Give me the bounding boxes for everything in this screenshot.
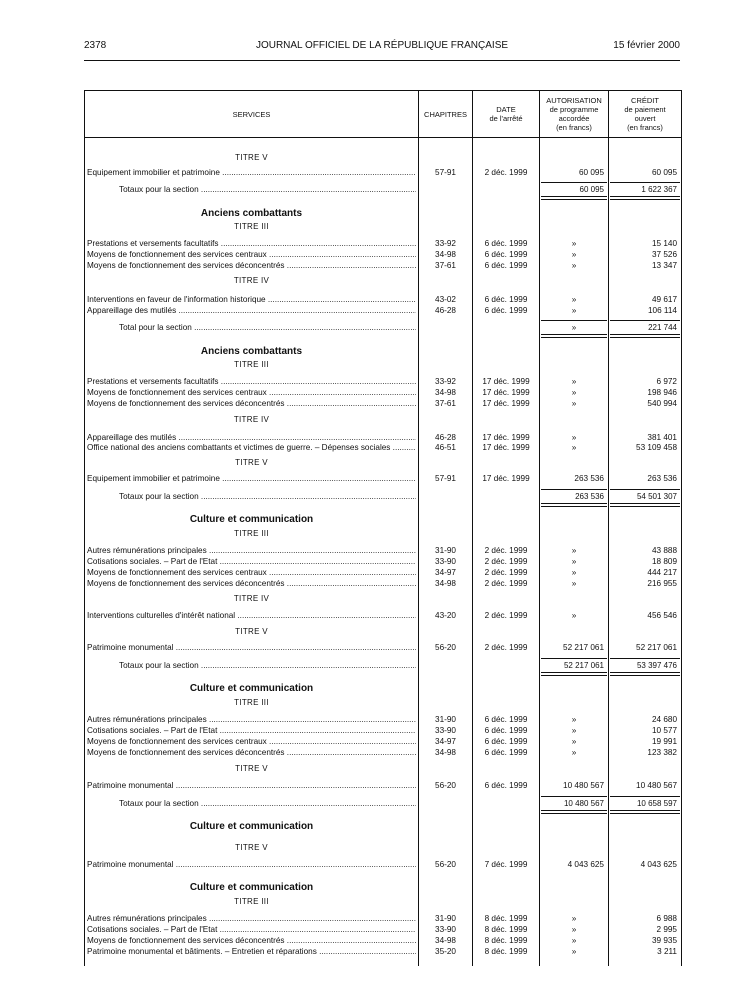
autorisation-cell: » (571, 250, 577, 259)
row-label: Totaux pour la section ..... (119, 660, 416, 671)
chapitre-cell: 46-28 (435, 433, 456, 442)
row-label: Totaux pour la section ..... (119, 491, 416, 502)
table-row (85, 935, 681, 946)
autorisation-cell: 52 217 061 (563, 643, 604, 652)
table-row (85, 249, 681, 260)
column-header-chapitres: CHAPITRES (424, 109, 467, 119)
autorisation-cell: » (571, 377, 577, 386)
credit-cell: 540 994 (647, 399, 677, 408)
chapitre-cell: 34-98 (435, 250, 456, 259)
section-total-row (85, 798, 681, 809)
date-cell: 2 déc. 1999 (484, 643, 528, 652)
autorisation-cell: » (571, 546, 577, 555)
section-title: Anciens combattants (200, 208, 303, 219)
chapitre-cell: 43-20 (435, 611, 456, 620)
credit-cell: 2 995 (656, 925, 677, 934)
autorisation-cell: 52 217 061 (563, 661, 604, 670)
table-row (85, 567, 681, 578)
table-row (85, 473, 681, 484)
row-label: Moyens de fonctionnement des services centraux ..... (87, 249, 416, 260)
date-cell: 6 déc. 1999 (484, 250, 528, 259)
credit-cell: 37 526 (651, 250, 677, 259)
total-double-rule (541, 503, 607, 507)
row-label: Cotisations sociales. – Part de l'Etat ..... (87, 924, 416, 935)
row-label: Appareillage des mutilés ..... (87, 305, 416, 316)
titre-heading: TITRE III (234, 897, 269, 906)
chapitre-cell: 56-20 (435, 643, 456, 652)
autorisation-cell: 4 043 625 (567, 860, 604, 869)
autorisation-cell: » (571, 611, 577, 620)
table-row (85, 714, 681, 725)
column-divider (608, 91, 609, 966)
credit-cell: 24 680 (651, 715, 677, 724)
titre-heading: TITRE III (234, 529, 269, 538)
titre-heading: TITRE III (234, 360, 269, 369)
page-header (84, 40, 680, 54)
date-cell: 6 déc. 1999 (484, 781, 528, 790)
credit-cell: 456 546 (647, 611, 677, 620)
date-cell: 2 déc. 1999 (484, 611, 528, 620)
table-row (85, 167, 681, 178)
chapitre-cell: 34-98 (435, 579, 456, 588)
table-row (85, 924, 681, 935)
date-cell: 8 déc. 1999 (484, 936, 528, 945)
date-cell: 6 déc. 1999 (484, 261, 528, 270)
table-row (85, 578, 681, 589)
date-cell: 2 déc. 1999 (484, 168, 528, 177)
total-double-rule (610, 334, 680, 338)
row-label: Totaux pour la section ..... (119, 798, 416, 809)
column-header-services: SERVICES (232, 109, 271, 119)
chapitre-cell: 37-61 (435, 261, 456, 270)
autorisation-cell: » (571, 579, 577, 588)
row-label: Interventions culturelles d'intérêt national ..... (87, 610, 416, 621)
column-divider (472, 91, 473, 966)
row-label: Total pour la section ..... (119, 322, 416, 333)
chapitre-cell: 34-97 (435, 568, 456, 577)
credit-cell: 43 888 (651, 546, 677, 555)
autorisation-cell: » (571, 433, 577, 442)
autorisation-cell: » (571, 748, 577, 757)
credit-cell: 39 935 (651, 936, 677, 945)
credit-cell: 106 114 (648, 306, 677, 315)
table-row (85, 398, 681, 409)
section-title: Culture et communication (189, 683, 314, 694)
titre-heading: TITRE V (235, 153, 268, 162)
table-row (85, 387, 681, 398)
date-cell: 6 déc. 1999 (484, 737, 528, 746)
credit-cell: 6 988 (656, 914, 677, 923)
section-title: Culture et communication (189, 821, 314, 832)
total-double-rule (610, 810, 680, 814)
titre-heading: TITRE III (234, 222, 269, 231)
autorisation-cell: 10 480 567 (563, 799, 604, 808)
column-divider (539, 91, 540, 966)
row-label: Equipement immobilier et patrimoine ..... (87, 473, 416, 484)
row-label: Cotisations sociales. – Part de l'Etat ..... (87, 556, 416, 567)
chapitre-cell: 33-92 (435, 377, 456, 386)
credit-cell: 10 658 597 (636, 799, 677, 808)
total-rule (541, 489, 607, 490)
total-rule (541, 658, 607, 659)
chapitre-cell: 46-51 (435, 443, 456, 452)
credit-cell: 3 211 (657, 947, 677, 956)
table-row (85, 747, 681, 758)
row-label: Moyens de fonctionnement des services centraux ..... (87, 387, 416, 398)
credit-cell: 10 577 (651, 726, 677, 735)
table-row (85, 294, 681, 305)
row-label: Totaux pour la section ..... (119, 184, 416, 195)
credit-cell: 54 501 307 (636, 492, 677, 501)
total-double-rule (610, 503, 680, 507)
autorisation-cell: 60 095 (578, 168, 604, 177)
chapitre-cell: 37-61 (435, 399, 456, 408)
table-row (85, 725, 681, 736)
autorisation-cell: » (571, 261, 577, 270)
section-total-row (85, 322, 681, 333)
chapitre-cell: 31-90 (435, 914, 456, 923)
chapitre-cell: 57-91 (435, 168, 456, 177)
titre-heading: TITRE V (235, 458, 268, 467)
table-row (85, 556, 681, 567)
autorisation-cell: » (571, 388, 577, 397)
date-cell: 6 déc. 1999 (484, 748, 528, 757)
column-header-autorisation: AUTORISATION de programme accordée (en francs) (546, 96, 602, 132)
table-row (85, 946, 681, 957)
credit-cell: 60 095 (651, 168, 677, 177)
total-rule (541, 182, 607, 183)
row-label: Appareillage des mutilés ..... (87, 432, 416, 443)
date-cell: 7 déc. 1999 (484, 860, 528, 869)
section-total-row (85, 184, 681, 195)
autorisation-cell: » (571, 947, 577, 956)
chapitre-cell: 33-90 (435, 557, 456, 566)
chapitre-cell: 33-90 (435, 925, 456, 934)
date-cell: 2 déc. 1999 (484, 557, 528, 566)
credit-cell: 10 480 567 (636, 781, 677, 790)
credit-cell: 49 617 (651, 295, 677, 304)
table-row (85, 913, 681, 924)
total-double-rule (541, 672, 607, 676)
credit-cell: 15 140 (651, 239, 677, 248)
chapitre-cell: 34-98 (435, 388, 456, 397)
autorisation-cell: » (571, 399, 577, 408)
autorisation-cell: 60 095 (579, 185, 604, 194)
row-label: Equipement immobilier et patrimoine ..... (87, 167, 416, 178)
total-double-rule (541, 334, 607, 338)
autorisation-cell: » (571, 936, 577, 945)
total-double-rule (610, 196, 680, 200)
row-label: Patrimoine monumental et bâtiments. – Entretien et réparations ..... (87, 946, 416, 957)
row-label: Moyens de fonctionnement des services déconcentrés ..... (87, 747, 416, 758)
credit-cell: 53 397 476 (636, 661, 677, 670)
credit-cell: 381 401 (647, 433, 677, 442)
row-label: Moyens de fonctionnement des services déconcentrés ..... (87, 398, 416, 409)
credit-cell: 444 217 (647, 568, 677, 577)
publication-date: 15 février 2000 (613, 40, 680, 51)
chapitre-cell: 31-90 (435, 715, 456, 724)
column-header-date: DATE de l'arrêté (489, 105, 523, 123)
row-label: Moyens de fonctionnement des services déconcentrés ..... (87, 578, 416, 589)
autorisation-cell: » (571, 568, 577, 577)
credit-cell: 19 991 (651, 737, 677, 746)
titre-heading: TITRE IV (233, 276, 270, 285)
total-rule (610, 796, 680, 797)
chapitre-cell: 34-98 (435, 936, 456, 945)
chapitre-cell: 34-98 (435, 748, 456, 757)
chapitre-cell: 46-28 (435, 306, 456, 315)
titre-heading: TITRE V (235, 764, 268, 773)
credit-cell: 4 043 625 (640, 860, 677, 869)
chapitre-cell: 35-20 (435, 947, 456, 956)
total-rule (610, 182, 680, 183)
date-cell: 6 déc. 1999 (484, 715, 528, 724)
date-cell: 6 déc. 1999 (484, 306, 528, 315)
table-row (85, 442, 681, 453)
total-rule (541, 320, 607, 321)
section-title: Anciens combattants (200, 346, 303, 357)
date-cell: 8 déc. 1999 (484, 914, 528, 923)
titre-heading: TITRE V (235, 843, 268, 852)
date-cell: 8 déc. 1999 (484, 947, 528, 956)
chapitre-cell: 56-20 (435, 781, 456, 790)
section-total-row (85, 660, 681, 671)
credit-cell: 1 622 367 (641, 185, 677, 194)
page-number: 2378 (84, 40, 107, 51)
titre-heading: TITRE V (235, 627, 268, 636)
titre-heading: TITRE III (234, 698, 269, 707)
date-cell: 17 déc. 1999 (482, 433, 530, 442)
date-cell: 17 déc. 1999 (482, 474, 530, 483)
autorisation-cell: » (571, 239, 577, 248)
row-label: Prestations et versements facultatifs ..... (87, 238, 416, 249)
table-row (85, 642, 681, 653)
autorisation-cell: » (571, 295, 577, 304)
date-cell: 6 déc. 1999 (484, 239, 528, 248)
row-label: Moyens de fonctionnement des services déconcentrés ..... (87, 260, 416, 271)
row-label: Patrimoine monumental ..... (87, 642, 416, 653)
credit-cell: 123 382 (647, 748, 677, 757)
row-label: Moyens de fonctionnement des services déconcentrés ..... (87, 935, 416, 946)
row-label: Interventions en faveur de l'information historique ..... (87, 294, 416, 305)
chapitre-cell: 43-02 (435, 295, 456, 304)
autorisation-cell: » (571, 715, 577, 724)
credit-cell: 216 955 (647, 579, 677, 588)
credit-cell: 263 536 (647, 474, 677, 483)
total-double-rule (610, 672, 680, 676)
section-title: Culture et communication (189, 882, 314, 893)
date-cell: 17 déc. 1999 (482, 388, 530, 397)
total-double-rule (541, 810, 607, 814)
credit-cell: 13 347 (651, 261, 677, 270)
date-cell: 6 déc. 1999 (484, 726, 528, 735)
chapitre-cell: 31-90 (435, 546, 456, 555)
table-row (85, 305, 681, 316)
table-row (85, 736, 681, 747)
date-cell: 2 déc. 1999 (484, 546, 528, 555)
credits-table (84, 90, 682, 966)
autorisation-cell: » (571, 914, 577, 923)
autorisation-cell: » (571, 557, 577, 566)
total-rule (610, 489, 680, 490)
autorisation-cell: » (571, 306, 577, 315)
row-label: Autres rémunérations principales ..... (87, 714, 416, 725)
date-cell: 2 déc. 1999 (484, 568, 528, 577)
autorisation-cell: 263 536 (574, 474, 604, 483)
autorisation-cell: 10 480 567 (563, 781, 604, 790)
row-label: Moyens de fonctionnement des services centraux ..... (87, 567, 416, 578)
credit-cell: 221 744 (648, 323, 677, 332)
chapitre-cell: 56-20 (435, 860, 456, 869)
chapitre-cell: 33-90 (435, 726, 456, 735)
date-cell: 17 déc. 1999 (482, 399, 530, 408)
table-header (85, 91, 681, 138)
autorisation-cell: » (571, 726, 577, 735)
table-row (85, 780, 681, 791)
total-rule (610, 320, 680, 321)
table-row (85, 260, 681, 271)
journal-title: JOURNAL OFFICIEL DE LA RÉPUBLIQUE FRANÇAISE (255, 40, 509, 51)
credit-cell: 198 946 (647, 388, 677, 397)
total-double-rule (541, 196, 607, 200)
row-label: Office national des anciens combattants et victimes de guerre. – Dépenses sociales ..... (87, 442, 416, 453)
autorisation-cell: 263 536 (575, 492, 604, 501)
autorisation-cell: » (571, 925, 577, 934)
total-rule (610, 658, 680, 659)
date-cell: 17 déc. 1999 (482, 377, 530, 386)
column-header-credit: CRÉDIT de paiement ouvert (en francs) (624, 96, 666, 132)
credit-cell: 52 217 061 (636, 643, 677, 652)
titre-heading: TITRE IV (233, 594, 270, 603)
row-label: Autres rémunérations principales ..... (87, 545, 416, 556)
credit-cell: 18 809 (651, 557, 677, 566)
row-label: Prestations et versements facultatifs ..... (87, 376, 416, 387)
section-total-row (85, 491, 681, 502)
chapitre-cell: 57-91 (435, 474, 456, 483)
table-row (85, 859, 681, 870)
row-label: Moyens de fonctionnement des services centraux ..... (87, 736, 416, 747)
row-label: Patrimoine monumental ..... (87, 780, 416, 791)
titre-heading: TITRE IV (233, 415, 270, 424)
row-label: Patrimoine monumental ..... (87, 859, 416, 870)
credit-cell: 53 109 458 (636, 443, 677, 452)
column-divider (418, 91, 419, 966)
date-cell: 6 déc. 1999 (484, 295, 528, 304)
credit-cell: 6 972 (656, 377, 677, 386)
autorisation-cell: » (571, 323, 577, 332)
table-row (85, 376, 681, 387)
autorisation-cell: » (571, 737, 577, 746)
total-rule (541, 796, 607, 797)
date-cell: 2 déc. 1999 (484, 579, 528, 588)
date-cell: 8 déc. 1999 (484, 925, 528, 934)
table-row (85, 545, 681, 556)
header-rule (84, 60, 680, 61)
date-cell: 17 déc. 1999 (482, 443, 530, 452)
row-label: Autres rémunérations principales ..... (87, 913, 416, 924)
table-row (85, 610, 681, 621)
row-label: Cotisations sociales. – Part de l'Etat ..... (87, 725, 416, 736)
chapitre-cell: 33-92 (435, 239, 456, 248)
autorisation-cell: » (571, 443, 577, 452)
chapitre-cell: 34-97 (435, 737, 456, 746)
section-title: Culture et communication (189, 514, 314, 525)
table-row (85, 238, 681, 249)
